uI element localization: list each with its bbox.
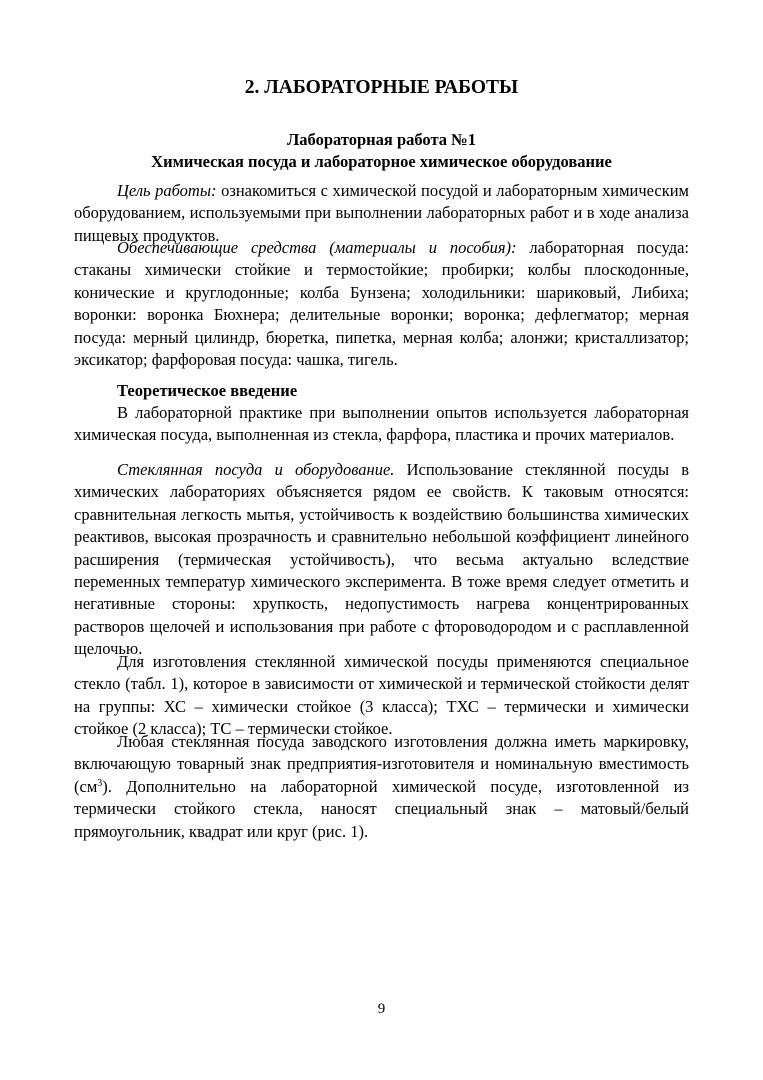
marking-paragraph <box>74 731 689 843</box>
marking-superscript: 3 <box>97 777 103 789</box>
means-label: Обеспечивающие средства (материалы и пособия): <box>117 238 517 257</box>
glass-types-text: Для изготовления стеклянной химической посуды применяются специальное стекло (табл. 1), которое в зависимости от химической и термической стойкости делят на группы: ХС – химически стойкое (3 класса); ТХС – термически и химически стойкое (2 класса); ТС – термически стойкое. <box>74 652 689 739</box>
lab-number: Лабораторная работа №1 <box>287 130 476 149</box>
glassware-text: Использование стеклянной посуды в химических лабораториях объясняется рядом ее свойств. К таковым относятся: сравнительная легкость мытья, устойчивость к воздействию большинства химических реактивов, высокая прозрачность и сравнительно небольшой коэффициент линейного расширения (термическая устойчивость), что весьма актуально вследствие переменных температур химического эксперимента. В тоже время следует отметить и негативные стороны: хрупкость, недопустимость нагрева концентрированных растворов щелочей и использования при работе с фтороводородом и с расплавленной щелочью. <box>74 460 689 659</box>
glassware-label: Стеклянная посуда и оборудование. <box>117 460 395 479</box>
theory-heading: Теоретическое введение <box>117 381 298 400</box>
theory-intro-text: В лабораторной практике при выполнении опытов используется лабораторная химическая посуда, выполненная из стекла, фарфора, пластика и прочих материалов. <box>74 403 689 445</box>
means-text: лабораторная посуда: стаканы химически стойкие и термостойкие; пробирки; колбы плоскодонные, конические и круглодонные; колба Бунзена; холодильники: шариковый, Либиха; воронки: воронка Бюхнера; делительные воронки; воронка; дефлегматор; мерная посуда: мерный цилиндр, бюретка, пипетка, мерная колба; алонжи; кристаллизатор; эксикатор; фарфоровая посуда: чашка, тигель. <box>74 238 689 370</box>
lab-heading <box>74 129 689 174</box>
theory-intro-paragraph <box>74 402 689 447</box>
lab-title: Химическая посуда и лабораторное химическое оборудование <box>151 152 612 172</box>
goal-text: ознакомиться с химической посудой и лабораторным химическим оборудованием, используемыми при выполнении лабораторных работ и в ходе анализа пищевых продуктов. <box>74 181 689 245</box>
glass-types-paragraph <box>74 651 689 741</box>
means-paragraph <box>74 237 689 371</box>
chapter-title: 2. ЛАБОРАТОРНЫЕ РАБОТЫ <box>244 77 519 98</box>
marking-text-a: Любая стеклянная посуда заводского изготовления должна иметь маркировку, включающую товарный знак предприятия-изготовителя и номинальную вместимость (см <box>74 732 689 796</box>
glassware-paragraph <box>74 459 689 661</box>
goal-label: Цель работы: <box>117 181 217 200</box>
marking-text-b: ). Дополнительно на лабораторной химической посуде, изготовленной из термически стойкого стекла, наносят специальный знак – матовый/белый прямоугольник, квадрат или круг (рис. 1). <box>74 776 689 841</box>
page-number: 9 <box>377 1001 386 1017</box>
